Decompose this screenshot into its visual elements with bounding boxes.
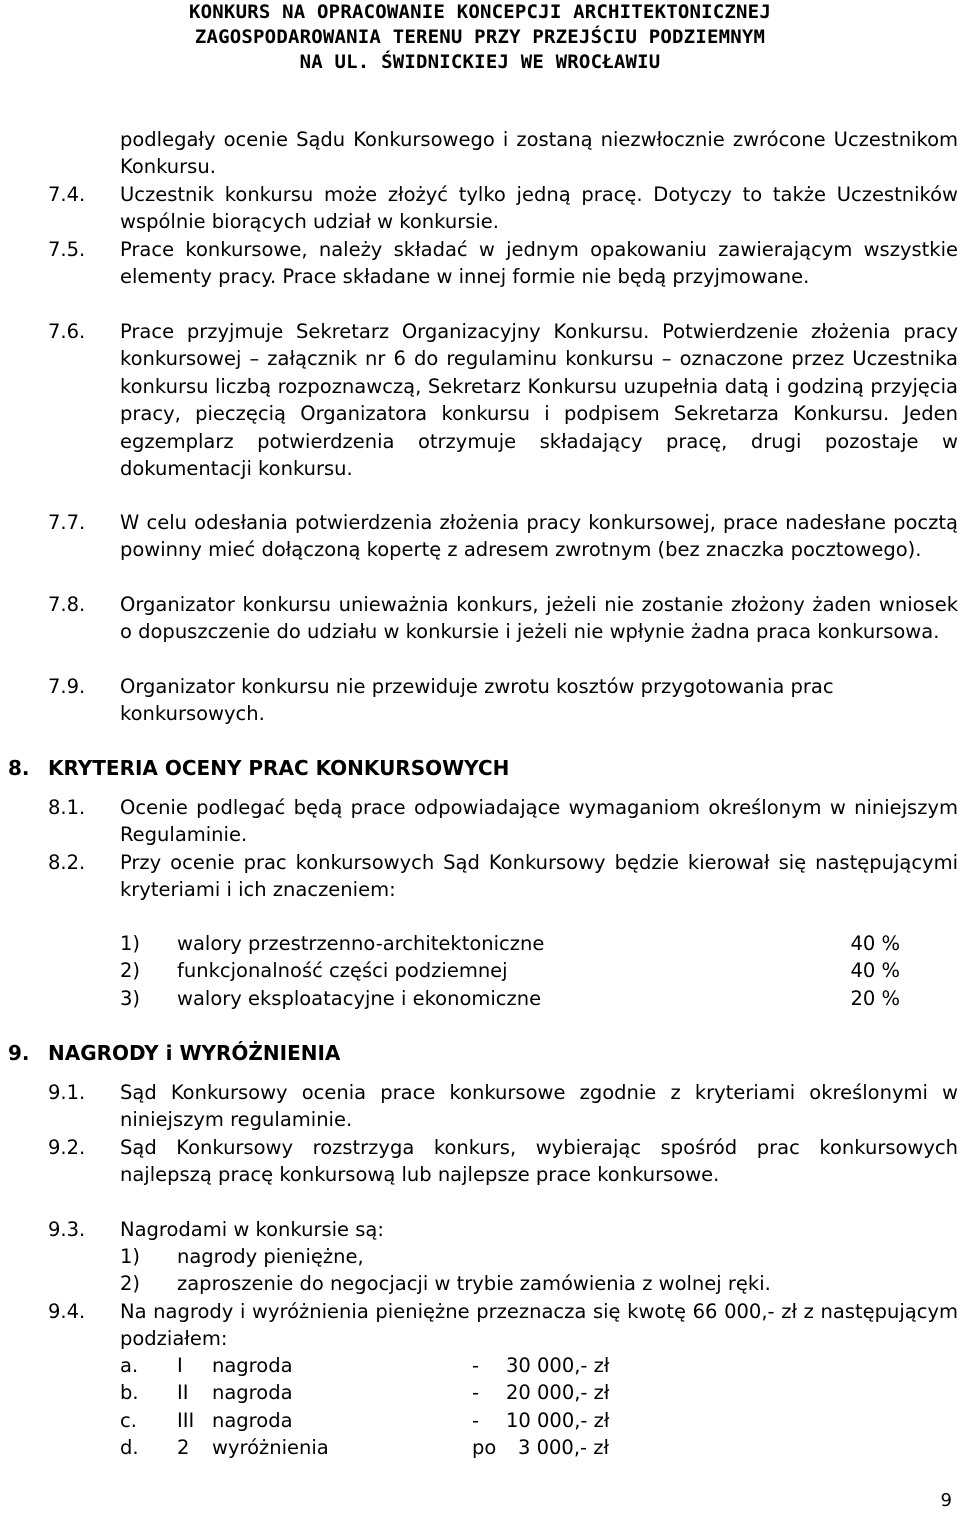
item-text: Prace konkursowe, należy składać w jednym opakowaniu zawierającym wszystkie elementy pracy. Prace składane w innej formie nie będą przyjmowane. — [120, 238, 958, 289]
item-number: 9.1. — [48, 1081, 86, 1104]
prize-amount: 20 000,- zł — [506, 1381, 610, 1404]
item-8-2 — [48, 849, 958, 904]
item-7-8 — [48, 591, 958, 646]
item-number: 7.6. — [48, 320, 86, 343]
section-number: 9. — [8, 1041, 30, 1065]
prize-rank: III — [177, 1409, 195, 1432]
prize-separator: - — [472, 1409, 480, 1432]
item-number: 7.9. — [48, 675, 86, 698]
criterion-label: walory przestrzenno-architektoniczne — [177, 932, 545, 955]
criterion-weight: 40 % — [850, 932, 900, 955]
document-header — [0, 0, 960, 75]
item-text: Prace przyjmuje Sekretarz Organizacyjny Konkursu. Potwierdzenie złożenia pracy konkursowej – załącznik nr 6 do regulaminu konkursu – oznaczone przez Uczestnika konkursu liczbą rozpoznawczą, Sekretarz Konkursu uzupełnia datą i godziną przyjęcia pracy, pieczęcią Organizatora konkursu i podpisem Sekretarza Konkursu. Jeden egzemplarz potwierdzenia otrzymuje składający pracę, drugi pozostaje w dokumentacji konkursu. — [120, 320, 958, 481]
prize-amount: 3 000,- zł — [518, 1436, 610, 1459]
section-title: NAGRODY i WYRÓŻNIENIA — [48, 1041, 341, 1065]
item-number: 7.8. — [48, 593, 86, 616]
item-9-3 — [48, 1216, 958, 1243]
prize-separator: po — [472, 1436, 497, 1459]
section-8-heading — [8, 755, 509, 782]
award-item — [120, 1270, 958, 1297]
item-9-4 — [48, 1298, 958, 1353]
item-text: Organizator konkursu unieważnia konkurs, jeżeli nie zostanie złożony żaden wniosek o dopuszczenie do udziału w konkursie i jeżeli nie wpłynie żadna praca konkursowa. — [120, 593, 958, 644]
prize-rank: I — [177, 1354, 183, 1377]
item-7-5 — [48, 236, 958, 291]
prize-letter: d. — [120, 1436, 139, 1459]
prize-name: nagroda — [212, 1381, 293, 1404]
item-9-2 — [48, 1134, 958, 1189]
criterion-row — [120, 985, 900, 1012]
item-text: Na nagrody i wyróżnienia pieniężne przeznacza się kwotę 66 000,- zł z następującym podziałem: — [120, 1300, 958, 1351]
prize-separator: - — [472, 1381, 480, 1404]
item-number: 8.2. — [48, 851, 86, 874]
item-text: Ocenie podlegać będą prace odpowiadające wymaganiom określonym w niniejszym Regulaminie. — [120, 796, 958, 847]
header-line-2: ZAGOSPODAROWANIA TERENU PRZY PRZEJŚCIU PODZIEMNYM — [194, 26, 766, 48]
section-number: 8. — [8, 756, 30, 780]
criterion-weight: 40 % — [850, 959, 900, 982]
item-7-4 — [48, 181, 958, 236]
item-7-9 — [48, 673, 958, 728]
item-text: Uczestnik konkursu może złożyć tylko jedną pracę. Dotyczy to także Uczestników wspólnie biorących udział w konkursie. — [120, 183, 958, 234]
item-7-6 — [48, 318, 958, 482]
section-9-heading — [8, 1040, 340, 1067]
intro-continuation: podlegały ocenie Sądu Konkursowego i zostaną niezwłocznie zwrócone Uczestnikom Konkursu. — [120, 128, 958, 179]
prize-amount: 10 000,- zł — [506, 1409, 610, 1432]
criterion-row — [120, 930, 900, 957]
item-number: 7.5. — [48, 238, 86, 261]
prize-letter: b. — [120, 1381, 139, 1404]
item-number: 8.1. — [48, 796, 86, 819]
criterion-weight: 20 % — [850, 987, 900, 1010]
prize-name: nagroda — [212, 1354, 293, 1377]
prize-letter: c. — [120, 1409, 137, 1432]
award-number: 2) — [120, 1272, 141, 1295]
item-text: Organizator konkursu nie przewiduje zwrotu kosztów przygotowania prac konkursowych. — [120, 675, 834, 726]
prize-rank: 2 — [177, 1436, 190, 1459]
item-number: 7.4. — [48, 183, 86, 206]
header-line-3: NA UL. ŚWIDNICKIEJ WE WROCŁAWIU — [299, 51, 661, 73]
item-7-7 — [48, 509, 958, 564]
page-number: 9 — [940, 1490, 952, 1511]
prize-name: nagroda — [212, 1409, 293, 1432]
prize-name: wyróżnienia — [212, 1436, 329, 1459]
item-text: Sąd Konkursowy rozstrzyga konkurs, wybierając spośród prac konkursowych najlepszą pracę konkursową lub najlepsze prace konkursowe. — [120, 1136, 958, 1187]
criterion-label: walory eksploatacyjne i ekonomiczne — [177, 987, 542, 1010]
section-title: KRYTERIA OCENY PRAC KONKURSOWYCH — [48, 756, 510, 780]
award-text: zaproszenie do negocjacji w trybie zamówienia z wolnej ręki. — [177, 1272, 771, 1295]
criterion-number: 3) — [120, 987, 141, 1010]
item-number: 9.3. — [48, 1218, 86, 1241]
award-item — [120, 1243, 958, 1270]
prize-letter: a. — [120, 1354, 139, 1377]
criterion-label: funkcjonalność części podziemnej — [177, 959, 508, 982]
item-number: 7.7. — [48, 511, 86, 534]
item-text: Nagrodami w konkursie są: — [120, 1218, 384, 1241]
item-9-1 — [48, 1079, 958, 1134]
item-8-1 — [48, 794, 958, 849]
award-text: nagrody pieniężne, — [177, 1245, 364, 1268]
award-number: 1) — [120, 1245, 141, 1268]
item-number: 9.4. — [48, 1300, 86, 1323]
criterion-number: 1) — [120, 932, 141, 955]
prize-separator: - — [472, 1354, 480, 1377]
item-number: 9.2. — [48, 1136, 86, 1159]
item-text: W celu odesłania potwierdzenia złożenia pracy konkursowej, prace nadesłane pocztą powinny mieć dołączoną kopertę z adresem zwrotnym (bez znaczka pocztowego). — [120, 511, 958, 562]
criterion-number: 2) — [120, 959, 141, 982]
item-text: Sąd Konkursowy ocenia prace konkursowe zgodnie z kryteriami określonymi w niniejszym regulaminie. — [120, 1081, 958, 1132]
prize-rank: II — [177, 1381, 189, 1404]
item-text: Przy ocenie prac konkursowych Sąd Konkursowy będzie kierował się następującymi kryteriami i ich znaczeniem: — [120, 851, 958, 902]
prize-amount: 30 000,- zł — [506, 1354, 610, 1377]
criterion-row — [120, 957, 900, 984]
header-line-1: KONKURS NA OPRACOWANIE KONCEPCJI ARCHITEKTONICZNEJ — [189, 1, 771, 23]
